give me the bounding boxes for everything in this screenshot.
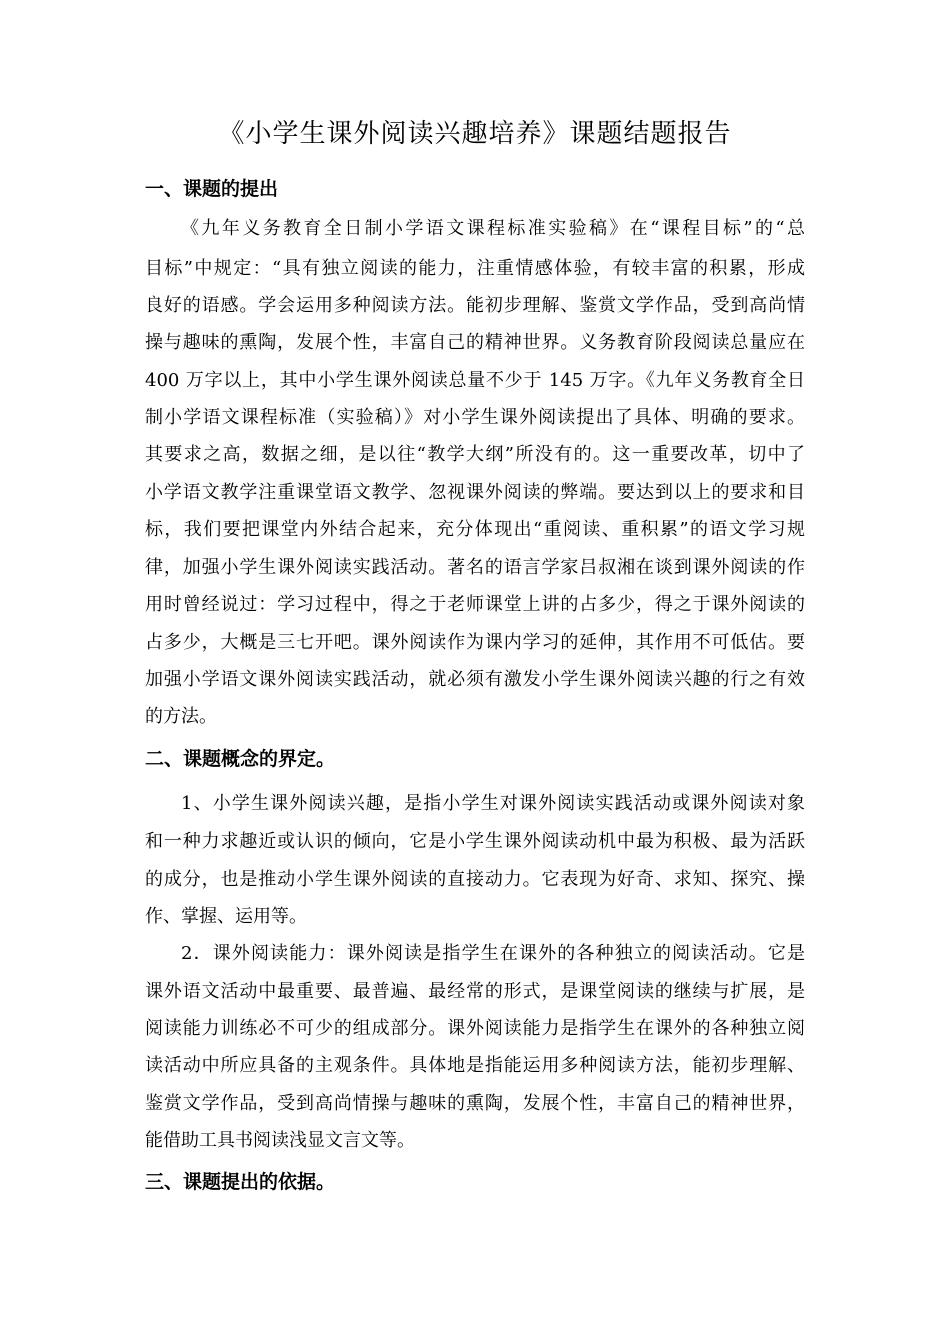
paragraph-line: 阅读能力训练必不可少的组成部分。课外阅读能力是指学生在课外的各种独立阅 bbox=[145, 1018, 805, 1039]
paragraph-line: 律，加强小学生课外阅读实践活动。著名的语言学家吕叔湘在谈到课外阅读的作 bbox=[145, 557, 805, 578]
paragraph-line: 400 万字以上，其中小学生课外阅读总量不少于 145 万字。《九年义务教育全日 bbox=[145, 370, 805, 391]
paragraph-line: 目标”中规定：“具有独立阅读的能力，注重情感体验，有较丰富的积累，形成 bbox=[145, 258, 805, 279]
paragraph-line: 能借助工具书阅读浅显文言文等。 bbox=[145, 1130, 415, 1151]
paragraph-line: 用时曾经说过：学习过程中，得之于老师课堂上讲的占多少，得之于课外阅读的 bbox=[145, 594, 805, 615]
paragraph-line: 其要求之高，数据之细，是以往“教学大纲”所没有的。这一重要改革，切中了 bbox=[145, 444, 805, 465]
paragraph-line: 作、掌握、运用等。 bbox=[145, 906, 307, 927]
section-heading-1: 一、课题的提出 bbox=[145, 178, 279, 200]
paragraph-line: 标，我们要把课堂内外结合起来，充分体现出“重阅读、重积累”的语文学习规 bbox=[145, 519, 805, 540]
paragraph-line: 1、小学生课外阅读兴趣，是指小学生对课外阅读实践活动或课外阅读对象 bbox=[181, 793, 805, 814]
paragraph-line: 读活动中所应具备的主观条件。具体地是指能运用多种阅读方法，能初步理解、 bbox=[145, 1055, 805, 1076]
paragraph-line: 操与趣味的熏陶，发展个性，丰富自己的精神世界。义务教育阶段阅读总量应在 bbox=[145, 332, 805, 353]
paragraph-line: 良好的语感。学会运用多种阅读方法。能初步理解、鉴赏文学作品，受到高尚情 bbox=[145, 295, 805, 316]
section-heading-3: 三、课题提出的依据。 bbox=[145, 1171, 336, 1193]
paragraph-line: 加强小学语文课外阅读实践活动，就必须有激发小学生课外阅读兴趣的行之有效 bbox=[145, 669, 805, 690]
paragraph-line: 小学语文教学注重课堂语文教学、忽视课外阅读的弊端。要达到以上的要求和目 bbox=[145, 482, 805, 503]
paragraph-line: 占多少，大概是三七开吧。课外阅读作为课内学习的延伸，其作用不可低估。要 bbox=[145, 632, 805, 653]
section-heading-2: 二、课题概念的界定。 bbox=[145, 748, 336, 770]
paragraph-line: 2．课外阅读能力：课外阅读是指学生在课外的各种独立的阅读活动。它是 bbox=[181, 943, 805, 964]
paragraph-line: 制小学语文课程标准（实验稿）》对小学生课外阅读提出了具体、明确的要求。 bbox=[145, 407, 805, 428]
paragraph-line: 课外语文活动中最重要、最普遍、最经常的形式，是课堂阅读的继续与扩展，是 bbox=[145, 981, 805, 1002]
paragraph-line: 《九年义务教育全日制小学语文课程标准实验稿》在“课程目标”的“总 bbox=[181, 218, 805, 239]
paragraph-line: 的成分，也是推动小学生课外阅读的直接动力。它表现为好奇、求知、探究、操 bbox=[145, 869, 805, 890]
paragraph-line: 鉴赏文学作品，受到高尚情操与趣味的熏陶，发展个性，丰富自己的精神世界， bbox=[145, 1093, 805, 1114]
page-title: 《小学生课外阅读兴趣培养》课题结题报告 bbox=[218, 119, 732, 149]
paragraph-line: 和一种力求趣近或认识的倾向，它是小学生课外阅读动机中最为积极、最为活跃 bbox=[145, 831, 805, 852]
paragraph-line: 的方法。 bbox=[145, 706, 217, 727]
